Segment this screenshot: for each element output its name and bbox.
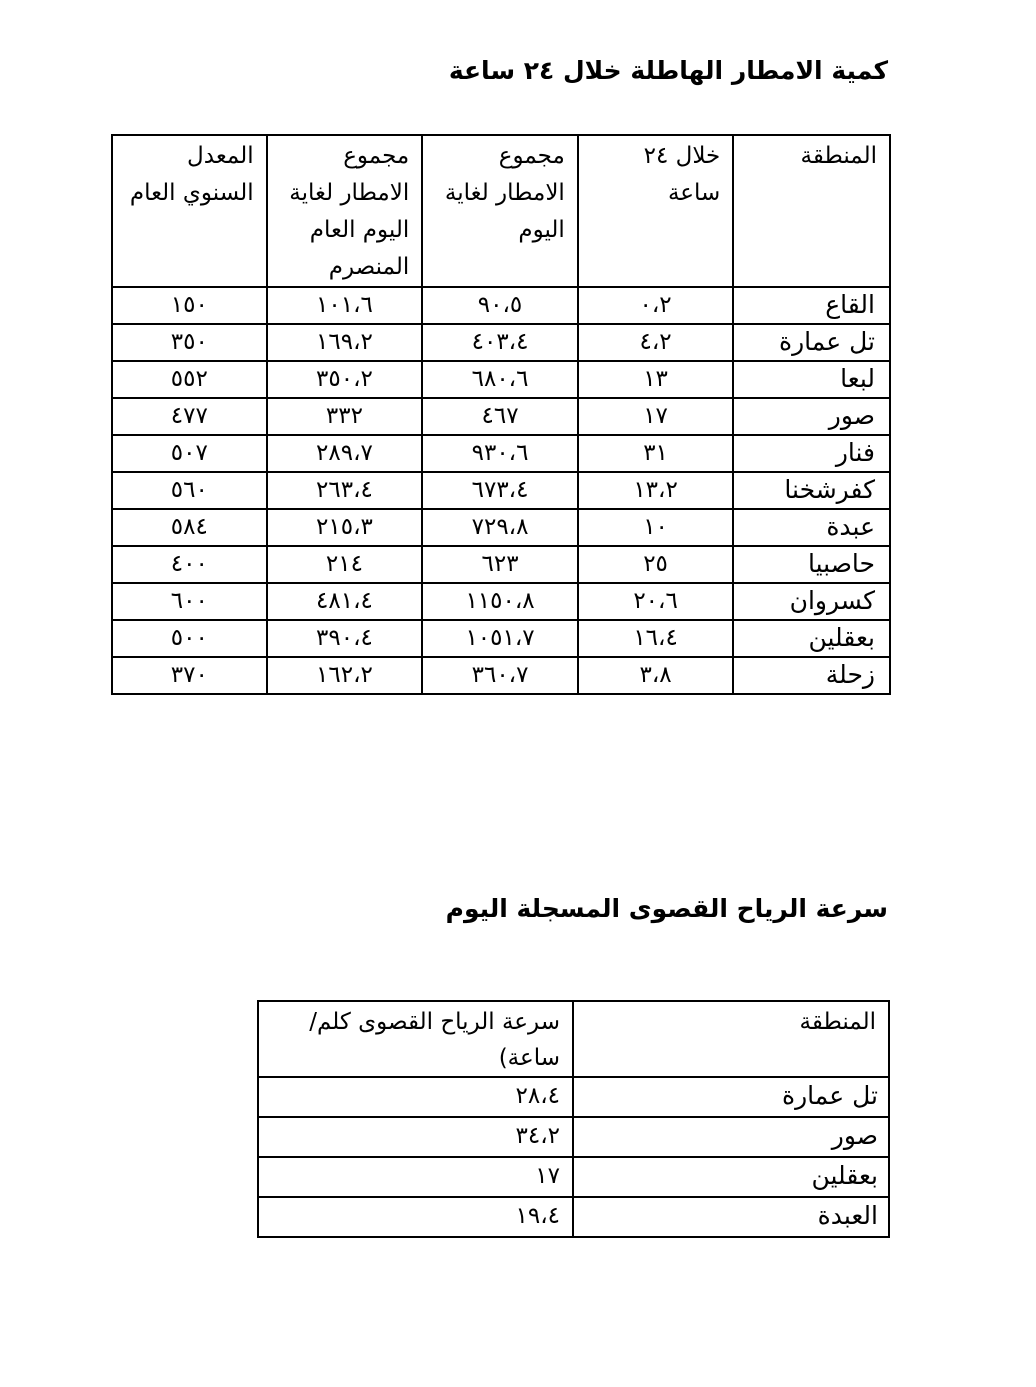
region-cell: تل عمارة xyxy=(733,324,890,361)
annual-average-cell xyxy=(112,398,267,435)
table-row xyxy=(112,287,890,324)
table-row xyxy=(112,324,890,361)
region-cell: كسروان xyxy=(733,583,890,620)
total-to-date-cell-value: ٩٠،٥ xyxy=(477,292,523,318)
wind-region-cell: العبدة xyxy=(573,1197,889,1237)
table-row xyxy=(112,657,890,694)
total-last-year-cell xyxy=(267,435,423,472)
total-to-date-cell-value: ١٠٥١،٧ xyxy=(465,625,535,651)
annual-average-cell xyxy=(112,435,267,472)
annual-average-cell-value: ٣٥٠ xyxy=(170,329,208,355)
wind-header-row xyxy=(258,1001,889,1077)
total-to-date-cell xyxy=(422,546,578,583)
annual-average-cell-value: ٥٠٧ xyxy=(170,440,208,466)
total-last-year-cell xyxy=(267,398,423,435)
total-last-year-cell-value: ٣٣٢ xyxy=(325,403,363,429)
total-to-date-cell xyxy=(422,287,578,324)
annual-average-cell xyxy=(112,509,267,546)
wind-header-speed: سرعة الرياح القصوى كلم/ساعة) xyxy=(258,1001,573,1077)
rainfall-title: كمية الامطار الهاطلة خلال ٢٤ ساعة xyxy=(448,56,888,85)
annual-average-cell-value: ٤٧٧ xyxy=(170,403,208,429)
last-24h-cell-value: ١٦،٤ xyxy=(633,625,678,651)
region-cell: صور xyxy=(733,398,890,435)
total-last-year-cell-value: ١٠١،٦ xyxy=(316,292,373,318)
total-to-date-cell-value: ٤٦٧ xyxy=(481,403,519,429)
annual-average-cell-value: ٣٧٠ xyxy=(170,662,208,688)
last-24h-cell-value: ٢٥ xyxy=(643,551,668,577)
table-row xyxy=(112,620,890,657)
total-to-date-cell xyxy=(422,657,578,694)
last-24h-cell-value: ٠،٢ xyxy=(639,292,672,318)
annual-average-cell-value: ٥٥٢ xyxy=(170,366,208,392)
table-row xyxy=(258,1197,889,1237)
total-to-date-cell xyxy=(422,620,578,657)
total-last-year-cell xyxy=(267,620,423,657)
total-last-year-cell-value: ٣٥٠،٢ xyxy=(316,366,373,392)
total-last-year-cell-value: ٣٩٠،٤ xyxy=(316,625,373,651)
total-last-year-cell xyxy=(267,509,423,546)
total-last-year-cell-value: ٢٦٣،٤ xyxy=(316,477,373,503)
annual-average-cell xyxy=(112,583,267,620)
total-to-date-cell xyxy=(422,435,578,472)
region-cell: عبدة xyxy=(733,509,890,546)
last-24h-cell xyxy=(578,583,733,620)
total-to-date-cell-value: ٦٧٣،٤ xyxy=(471,477,529,503)
table-row xyxy=(258,1157,889,1197)
total-to-date-cell xyxy=(422,398,578,435)
wind-region-cell: بعقلين xyxy=(573,1157,889,1197)
total-last-year-cell xyxy=(267,583,423,620)
total-to-date-cell-value: ٤٠٣،٤ xyxy=(471,329,529,355)
region-cell: حاصبيا xyxy=(733,546,890,583)
last-24h-cell xyxy=(578,509,733,546)
table-row xyxy=(112,509,890,546)
annual-average-cell xyxy=(112,472,267,509)
total-to-date-cell-value: ١١٥٠،٨ xyxy=(465,588,535,614)
total-last-year-cell-value: ٢٨٩،٧ xyxy=(316,440,373,466)
last-24h-cell xyxy=(578,620,733,657)
last-24h-cell-value: ١٣ xyxy=(643,366,668,392)
header-annual-average: المعدل السنوي العام xyxy=(112,135,267,287)
header-total-to-date: مجموع الامطار لغاية اليوم xyxy=(422,135,578,287)
last-24h-cell xyxy=(578,546,733,583)
wind-title: سرعة الرياح القصوى المسجلة اليوم xyxy=(445,894,888,923)
table-row xyxy=(258,1117,889,1157)
total-last-year-cell xyxy=(267,472,423,509)
total-to-date-cell xyxy=(422,472,578,509)
table-row xyxy=(112,472,890,509)
total-last-year-cell-value: ٤٨١،٤ xyxy=(316,588,373,614)
total-last-year-cell xyxy=(267,324,423,361)
last-24h-cell-value: ١٠ xyxy=(643,514,668,540)
last-24h-cell xyxy=(578,324,733,361)
last-24h-cell xyxy=(578,287,733,324)
region-cell: زحلة xyxy=(733,657,890,694)
table-row xyxy=(112,435,890,472)
total-last-year-cell xyxy=(267,287,423,324)
total-to-date-cell-value: ٧٢٩،٨ xyxy=(471,514,529,540)
total-last-year-cell xyxy=(267,546,423,583)
total-last-year-cell-value: ٢١٥،٣ xyxy=(316,514,373,540)
annual-average-cell-value: ٤٠٠ xyxy=(170,551,208,577)
wind-region-cell: صور xyxy=(573,1117,889,1157)
table-row xyxy=(112,546,890,583)
region-cell: فنار xyxy=(733,435,890,472)
rainfall-header-row xyxy=(112,135,890,287)
total-to-date-cell xyxy=(422,361,578,398)
total-to-date-cell xyxy=(422,583,578,620)
annual-average-cell xyxy=(112,361,267,398)
total-last-year-cell xyxy=(267,361,423,398)
header-last-24h: خلال ٢٤ ساعة xyxy=(578,135,733,287)
wind-region-cell: تل عمارة xyxy=(573,1077,889,1117)
table-row xyxy=(112,583,890,620)
last-24h-cell xyxy=(578,398,733,435)
last-24h-cell-value: ٣١ xyxy=(643,440,668,466)
last-24h-cell-value: ١٧ xyxy=(643,403,668,429)
wind-speed-cell: ١٧ xyxy=(258,1157,573,1197)
last-24h-cell xyxy=(578,435,733,472)
annual-average-cell-value: ١٥٠ xyxy=(170,292,208,318)
last-24h-cell-value: ٢٠،٦ xyxy=(633,588,678,614)
annual-average-cell xyxy=(112,657,267,694)
wind-speed-cell: ١٩،٤ xyxy=(258,1197,573,1237)
wind-header-region: المنطقة xyxy=(573,1001,889,1077)
annual-average-cell-value: ٦٠٠ xyxy=(170,588,208,614)
total-to-date-cell-value: ٦٢٣ xyxy=(481,551,519,577)
total-last-year-cell-value: ٢١٤ xyxy=(325,551,363,577)
last-24h-cell-value: ٤،٢ xyxy=(639,329,672,355)
total-last-year-cell-value: ١٦٢،٢ xyxy=(316,662,373,688)
region-cell: لبعا xyxy=(733,361,890,398)
table-row xyxy=(112,398,890,435)
last-24h-cell-value: ١٣،٢ xyxy=(633,477,678,503)
total-to-date-cell-value: ٩٣٠،٦ xyxy=(471,440,529,466)
total-last-year-cell-value: ١٦٩،٢ xyxy=(316,329,373,355)
wind-speed-table xyxy=(257,1000,890,1238)
region-cell: كفرشخنا xyxy=(733,472,890,509)
total-to-date-cell-value: ٣٦٠،٧ xyxy=(471,662,529,688)
header-region: المنطقة xyxy=(733,135,890,287)
annual-average-cell xyxy=(112,287,267,324)
last-24h-cell xyxy=(578,472,733,509)
header-total-last-year: مجموع الامطار لغاية اليوم العام المنصرم xyxy=(267,135,423,287)
total-to-date-cell xyxy=(422,509,578,546)
annual-average-cell-value: ٥٠٠ xyxy=(170,625,208,651)
rainfall-table xyxy=(111,134,891,695)
last-24h-cell-value: ٣،٨ xyxy=(639,662,672,688)
wind-speed-cell: ٣٤،٢ xyxy=(258,1117,573,1157)
annual-average-cell xyxy=(112,324,267,361)
table-row xyxy=(112,361,890,398)
annual-average-cell xyxy=(112,546,267,583)
total-last-year-cell xyxy=(267,657,423,694)
region-cell: بعقلين xyxy=(733,620,890,657)
total-to-date-cell xyxy=(422,324,578,361)
annual-average-cell-value: ٥٦٠ xyxy=(170,477,208,503)
last-24h-cell xyxy=(578,361,733,398)
annual-average-cell xyxy=(112,620,267,657)
table-row xyxy=(258,1077,889,1117)
annual-average-cell-value: ٥٨٤ xyxy=(170,514,208,540)
last-24h-cell xyxy=(578,657,733,694)
region-cell: القاع xyxy=(733,287,890,324)
total-to-date-cell-value: ٦٨٠،٦ xyxy=(471,366,529,392)
wind-speed-cell: ٢٨،٤ xyxy=(258,1077,573,1117)
